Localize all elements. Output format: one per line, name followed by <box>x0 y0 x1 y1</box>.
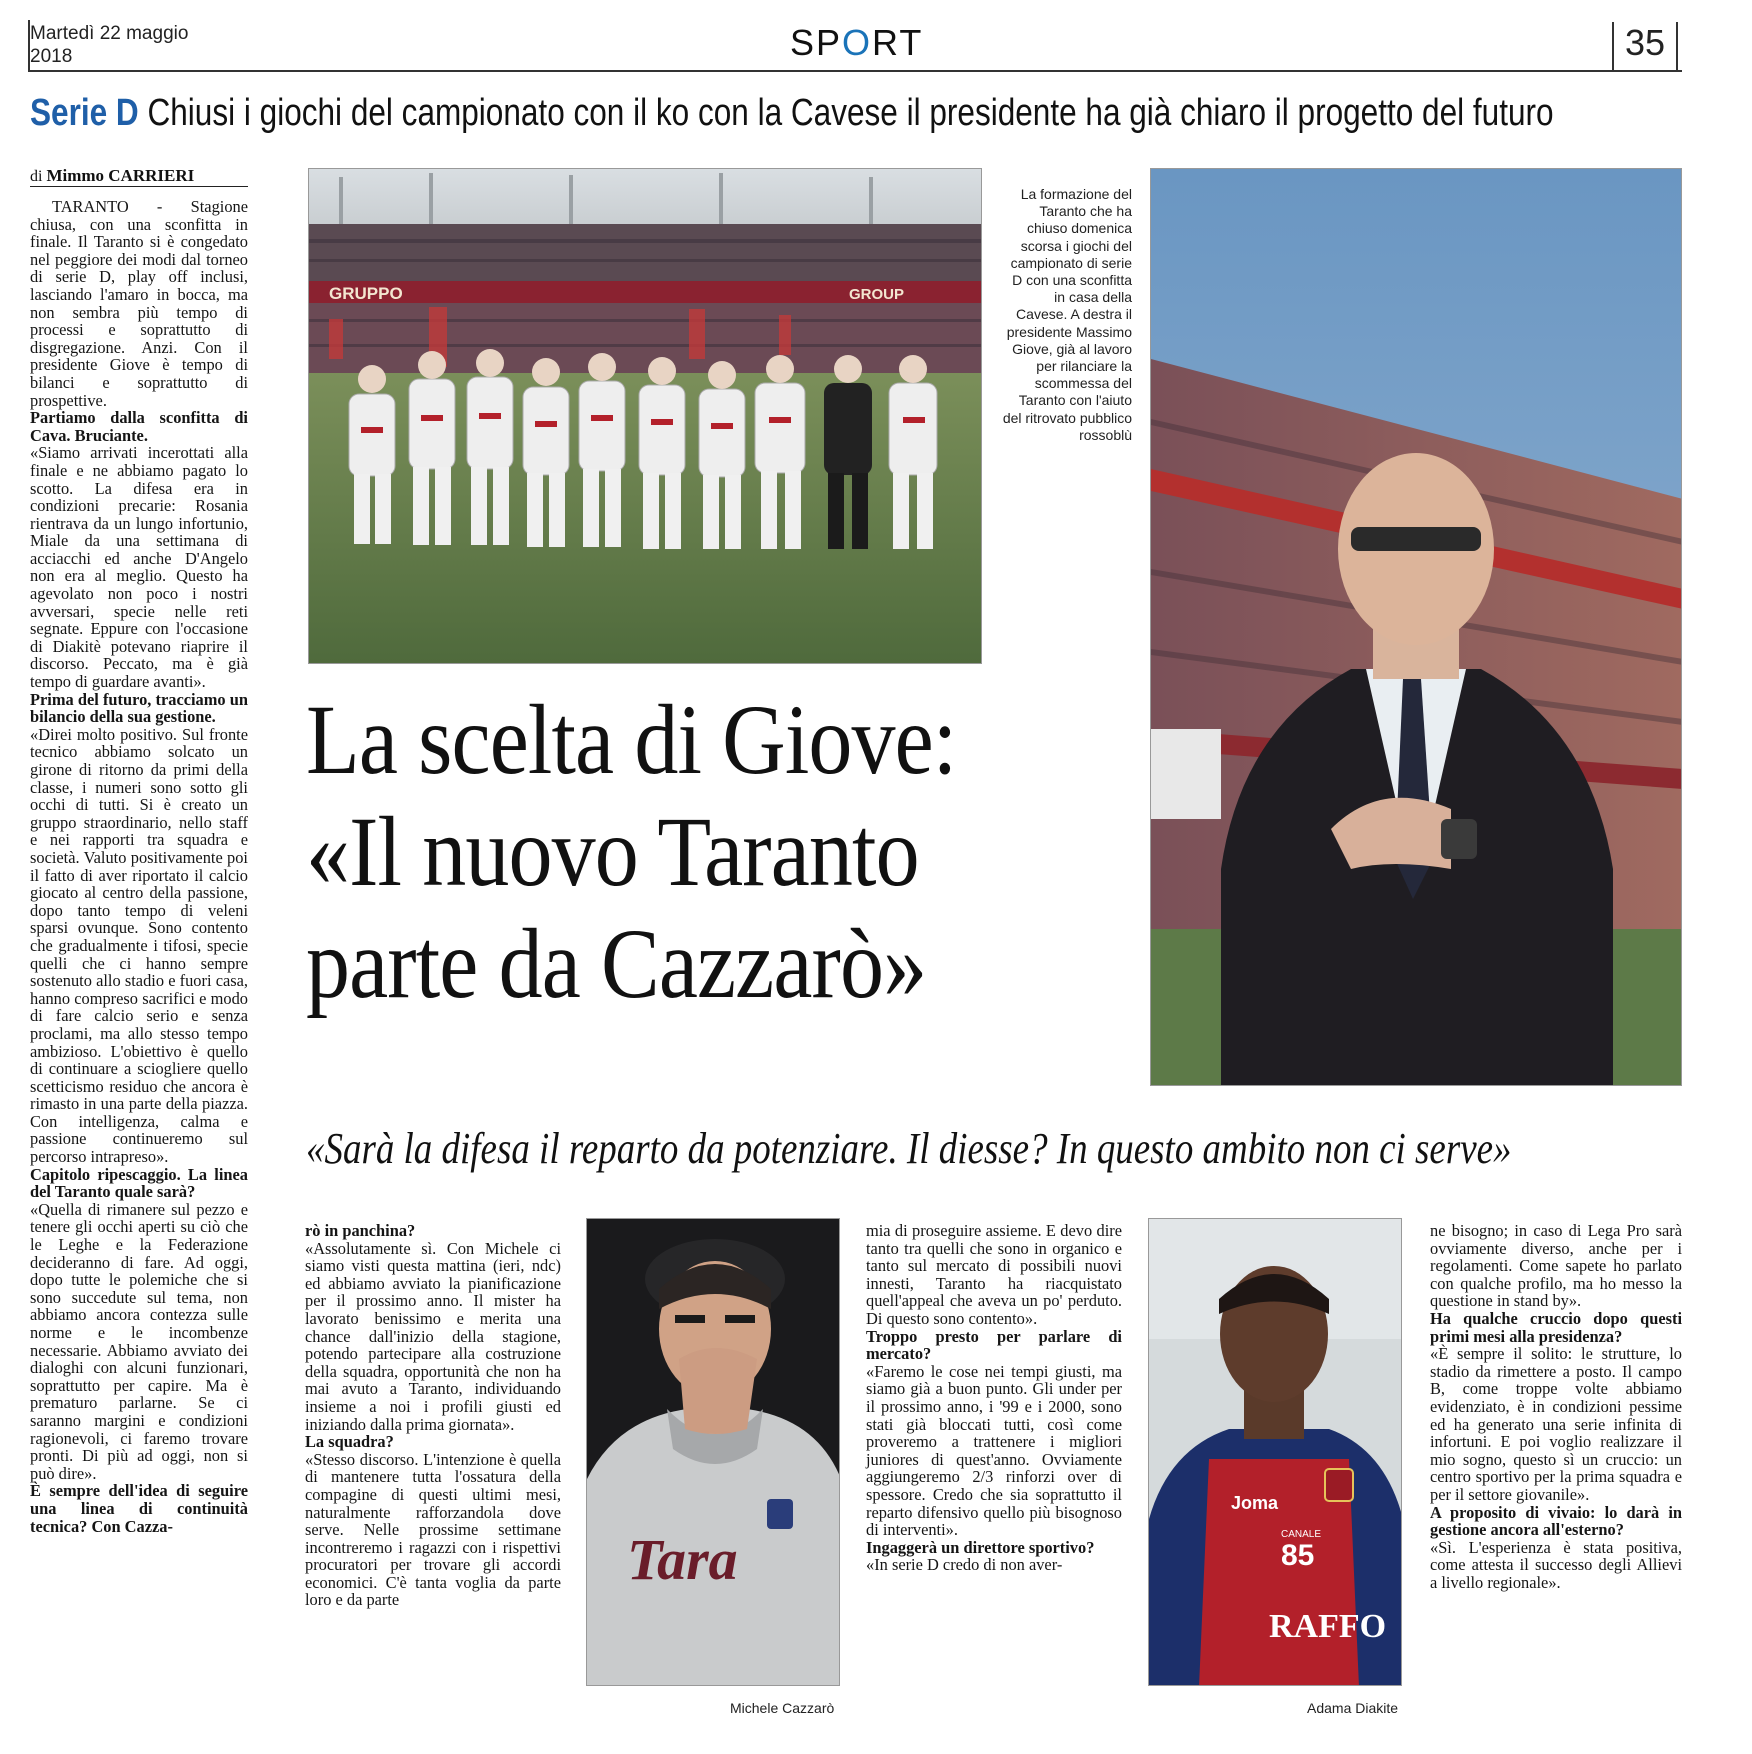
cazzaro-photo <box>586 1218 840 1686</box>
kicker <box>30 90 1554 136</box>
article-paragraph: mia di proseguire assieme. E devo dire tanto tra quelli che sono in organico e tanto sul mercato di possibili nuovi innesti, Taranto ha riacquistato quell'appeal che aveva un po' perduto. Di questo sono contento». <box>866 1221 1122 1328</box>
article-paragraph: «Stesso discorso. L'intenzione è quella di mantenere tutta l'ossatura della compagine di questi ultimi mesi, naturalmente rafforzandola dove serve. Nelle prossime settimane incontreremo i ragazzi con i rispettivi procuratori per trovare gli accordi economici. C'è tanta voglia da parte loro e da parte <box>305 1449 561 1610</box>
article-paragraph: «Quella di rimanere sul pezzo e tenere gli occhi aperti su ciò che le Leghe e la Federazione decideranno di fare. Ad oggi, dopo tutte le polemiche che si sono succedute sul tema, non abbiamo ancora contezza sulle norme e le incombenze necessarie. Abbiamo avviato dei dialoghi con alcuni funzionari, soprattutto per capire. Ma è prematuro parlarne. Se ci saranno margini e condizioni ragionevoli, ci faremo trovare pronti. Di più ad oggi, non si può dire». <box>30 1199 248 1483</box>
subheadline: «Sarà la difesa il reparto da potenziare. Il diesse? In questo ambito non ci serve» <box>306 1124 1512 1173</box>
section-name: SPORT <box>790 22 924 63</box>
article-column-3 <box>866 1222 1122 1574</box>
headline <box>306 684 1054 1020</box>
page-number: 35 <box>1625 22 1666 63</box>
jersey-brand-text: Joma <box>1231 1493 1279 1513</box>
page-number-rule-left <box>1612 22 1614 70</box>
headline-line-3: parte da Cazzarò» <box>306 908 927 1019</box>
president-photo-image <box>1151 169 1682 1086</box>
interview-question: Prima del futuro, tracciamo un bilancio della sua gestione. <box>30 689 248 727</box>
team-photo-image <box>309 169 982 664</box>
byline: di Mimmo CARRIERI <box>30 166 195 185</box>
article-column-1 <box>30 198 248 1535</box>
article-column-2 <box>305 1222 561 1609</box>
article-paragraph: «Assolutamente sì. Con Michele ci siamo visti questa mattina (ieri, ndc) ed abbiamo avviato la pianificazione per il prossimo anno. Il mister ha lavorato benissimo e merita una chance dall'inizio della stagione, potendo partecipare alla costruzione della squadra, opportunità che non ha mai avuto a Taranto, individuando insieme a noi i profili giusti ed iniziando dalla prima giornata». <box>305 1238 561 1434</box>
interview-question: È sempre dell'idea di seguire una linea di continuità tecnica? Con Cazza- <box>30 1481 248 1536</box>
interview-question: A proposito di vivaio: lo darà in gestione ancora all'esterno? <box>1430 1502 1682 1540</box>
stadium-banner-text: GRUPPO <box>329 284 403 303</box>
article-paragraph: «Siamo arrivati incerottati alla finale e ne abbiamo pagato lo scotto. La difesa era in condizioni precarie: Rosania rientrava da un lungo infortunio, Miale da una settimana di acciacchi ed anche D'Angelo non era al meglio. Questo ha agevolato non poco i nostri avversari, specie nelle reti segnate. Eppure con l'occasione di Diakitè potevano riaprire il discorso. Peccato, ma è già tempo di guardare avanti». <box>30 443 248 692</box>
article-paragraph: TARANTO - Stagione chiusa, con una sconfitta in finale. Il Taranto si è congedato nel peggiore dei modi dal torneo di serie D, play off inclusi, lasciando l'amaro in bocca, ma non sembra più tempo di processi e soprattutto di disgregazione. Anzi. Con il presidente Giove è tempo di bilanci e soprattutto di prospettive. <box>30 197 248 410</box>
cazzaro-caption: Michele Cazzarò <box>730 1700 835 1716</box>
article-paragraph: «È sempre il solito: le strutture, lo stadio da rimettere a posto. Il campo B, come troppe volte abbiamo evidenziato, è in condizioni pessime ed ha generato una serie infinita di infortuni. E poi voglio realizzare il mio sogno, questo sì un cruccio: un centro sportivo per la prima squadra e per il settore giovanile». <box>1430 1344 1682 1504</box>
article-paragraph: «Faremo le cose nei tempi giusti, ma siamo già a buon punto. Gli under per il prossimo anno, i '99 e i 2000, sono stati già bloccati tutti, così come proveremo a trattenere i migliori juniores di quest'anno. Ovviamente aggiungeremo 2/3 rinforzi over di spessore. Credo che sia soprattutto il reparto difensivo quello più bisognoso di interventi». <box>866 1361 1122 1540</box>
article-paragraph: «Sì. L'esperienza è stata positiva, come attesta il successo degli Allievi a livello regionale». <box>1430 1537 1682 1592</box>
interview-question: Partiamo dalla sconfitta di Cava. Bruciante. <box>30 408 248 445</box>
headline-line-1: La scelta di Giove: <box>306 684 957 795</box>
diakite-caption: Adama Diakite <box>1307 1700 1399 1716</box>
masthead-o-glyph: O <box>842 22 873 63</box>
team-photo <box>308 168 982 664</box>
interview-question: rò in panchina? <box>305 1221 416 1240</box>
interview-question: Ha qualche cruccio dopo questi primi mesi alla presidenza? <box>1430 1308 1682 1346</box>
page-number-rule-right <box>1676 22 1678 70</box>
diakite-photo-image <box>1149 1219 1402 1686</box>
stadium-banner-text-2: GROUP <box>849 286 905 303</box>
interview-question: Capitolo ripescaggio. La linea del Taranto quale sarà? <box>30 1164 248 1202</box>
jersey-canale-text: CANALE <box>1281 1529 1322 1540</box>
article-paragraph: «In serie D credo di non aver- <box>866 1555 1063 1575</box>
issue-date: Martedì 22 maggio 2018 <box>30 23 189 67</box>
kicker-tag: Serie D <box>30 92 139 134</box>
team-photo-caption: La formazione del Taranto che ha chiuso domenica scorsa i giochi del campionato di serie D con una sconfitta in casa della Cavese. A destra il presidente Massimo Giove, già al lavoro per rilanciare la scommessa del Taranto con l'aiuto del ritrovato pubblico rossoblù <box>1002 186 1132 443</box>
article-paragraph: ne bisogno; in caso di Lega Pro sarà ovviamente diverso, anche per i regolamenti. Come sapete ho parlato con qualche profilo, ma ho messo la questione in stand by». <box>1430 1221 1682 1311</box>
byline-rule <box>30 186 248 187</box>
headline-line-2: «Il nuovo Taranto <box>306 796 919 907</box>
president-photo <box>1150 168 1682 1086</box>
interview-question: La squadra? <box>305 1432 394 1452</box>
diakite-photo <box>1148 1218 1402 1686</box>
article-column-4 <box>1430 1222 1682 1591</box>
jersey-sponsor-text: RAFFO <box>1269 1608 1387 1645</box>
jersey-number: 85 <box>1281 1539 1315 1572</box>
interview-question: Ingaggerà un direttore sportivo? <box>866 1537 1095 1557</box>
header-rule <box>28 70 1682 72</box>
article-paragraph: «Direi molto positivo. Sul fronte tecnico abbiamo solcato un girone di ritorno da primi della classe, i numeri sono sotto gli occhi di tutti. Si è creato un gruppo straordinario, nello staff e nei rapporti tra squadra e società. Valuto positivamente poi il fatto di aver riportato il calcio giocato al centro della passione, dopo tanto tempo di veleni sparsi ovunque. Sono contento che gradualmente i tifosi, specie quelli che ci hanno sempre sostenuto allo stadio e fuori casa, hanno compreso sacrifici e modo di fare calcio serio e senza proclami, ma allo stesso tempo ambizioso. L'obiettivo è quello di continuare a sciogliere quello scetticismo residuo che ancora è rimasto in una parte della piazza. Con intelligenza, calma e passione continueremo sul percorso intrapreso». <box>30 724 248 1167</box>
cazzaro-photo-image <box>587 1219 840 1686</box>
byline-author: Mimmo CARRIERI <box>46 166 195 185</box>
interview-question: Troppo presto per parlare di mercato? <box>866 1326 1122 1364</box>
hoodie-text: Tara <box>627 1527 738 1592</box>
kicker-text: Chiusi i giochi del campionato con il ko con la Cavese il presidente ha già chiaro il progetto del futuro <box>147 92 1554 134</box>
